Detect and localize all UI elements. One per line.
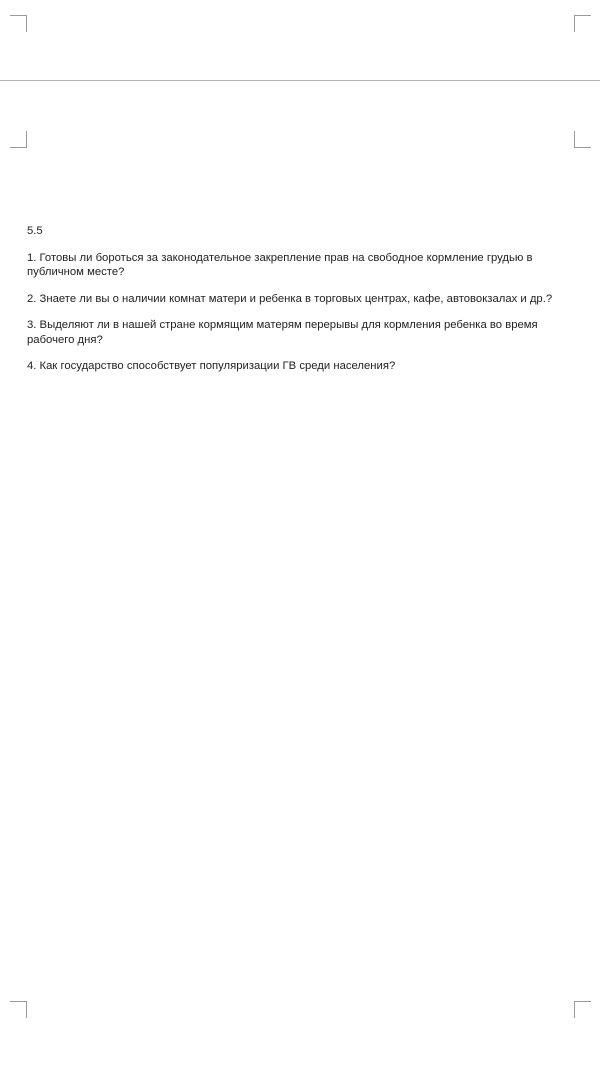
page-corner-mark <box>574 131 591 148</box>
question-item: 2. Знаете ли вы о наличии комнат матери и ребенка в торговых центрах, кафе, автовокзалах и др.? <box>27 292 553 305</box>
page-corner-mark <box>574 15 591 32</box>
page-corner-mark <box>10 1001 27 1018</box>
page-corner-mark <box>574 1001 591 1018</box>
page-corner-mark <box>10 131 27 148</box>
page-separator <box>0 80 600 81</box>
question-item: 1. Готовы ли бороться за законодательное закрепление прав на свободное кормление грудью в публичном месте? <box>27 251 533 278</box>
question-item: 4. Как государство способствует популяризации ГВ среди населения? <box>27 360 396 372</box>
section-number: 5.5 <box>27 225 43 237</box>
document-body[interactable] <box>27 224 572 386</box>
question-item: 3. Выделяют ли в нашей стране кормящим матерям перерывы для кормления ребенка во время рабочего дня? <box>27 319 538 346</box>
page-corner-mark <box>10 15 27 32</box>
